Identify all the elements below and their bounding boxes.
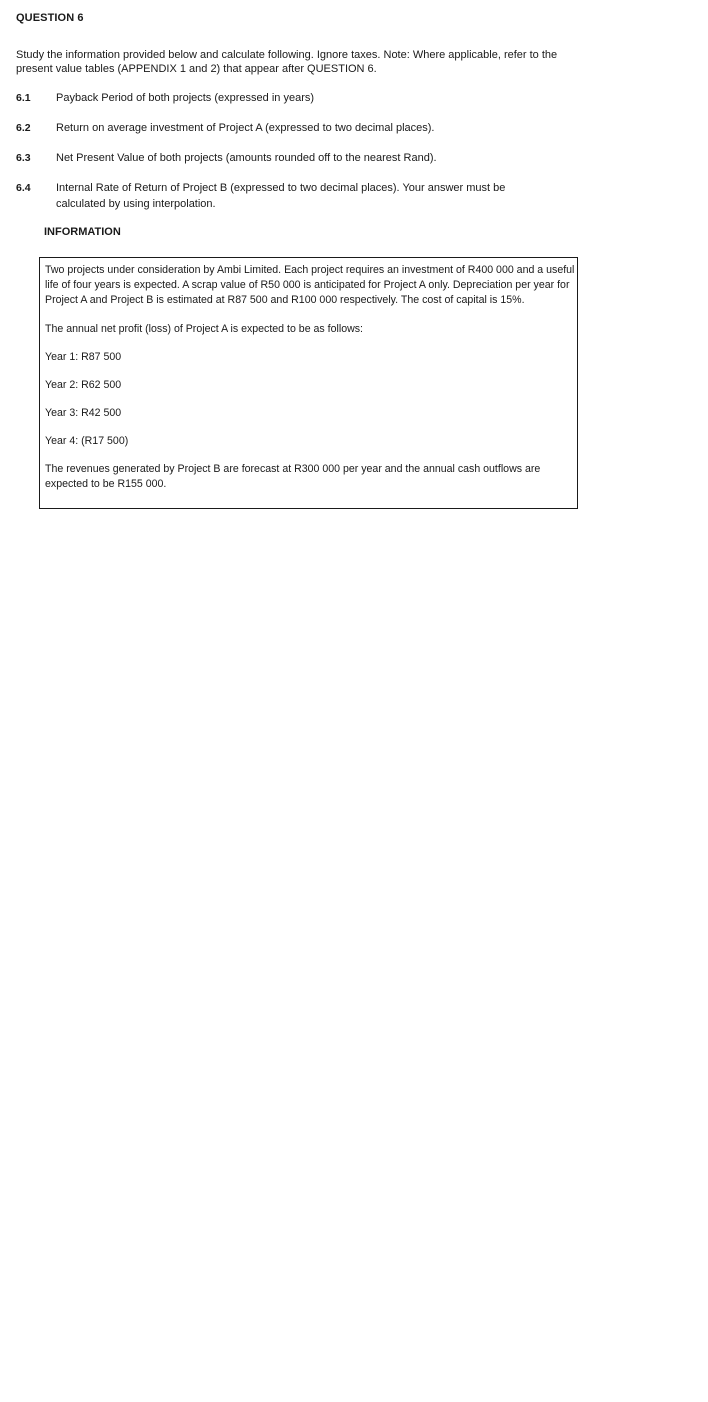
info-year-1: Year 1: R87 500 xyxy=(45,351,122,363)
item-text: Payback Period of both projects (expressed in years) xyxy=(56,92,315,104)
item-number: 6.2 xyxy=(16,122,31,134)
info-year-4: Year 4: (R17 500) xyxy=(45,435,129,447)
item-number: 6.1 xyxy=(16,92,31,104)
question-title: QUESTION 6 xyxy=(16,12,84,24)
info-paragraph-project-b: The revenues generated by Project B are forecast at R300 000 per year and the annual cash outflows are expected to be R155 000. xyxy=(45,463,541,490)
item-number: 6.4 xyxy=(16,182,31,194)
item-number: 6.3 xyxy=(16,152,31,164)
information-box xyxy=(39,257,578,509)
item-text: Net Present Value of both projects (amounts rounded off to the nearest Rand). xyxy=(56,152,437,164)
info-year-3: Year 3: R42 500 xyxy=(45,407,122,419)
item-text: Internal Rate of Return of Project B (expressed to two decimal places). Your answer must be calculated by using interpolation. xyxy=(56,182,506,210)
question-intro: Study the information provided below and calculate following. Ignore taxes. Note: Where applicable, refer to the present value tables (APPENDIX 1 and 2) that appear after QUESTION 6. xyxy=(16,49,558,75)
info-paragraph-net-profit-intro: The annual net profit (loss) of Project A is expected to be as follows: xyxy=(45,323,363,335)
item-text: Return on average investment of Project A (expressed to two decimal places). xyxy=(56,122,435,134)
information-heading: INFORMATION xyxy=(44,226,121,238)
info-year-2: Year 2: R62 500 xyxy=(45,379,122,391)
info-paragraph-projects: Two projects under consideration by Ambi Limited. Each project requires an investment of R400 000 and a useful life of four years is expected. A scrap value of R50 000 is anticipated for Project A only. Depreciation per year for Project A and Project B is estimated at R87 500 and R100 000 respectively. The cost of capital is 15%. xyxy=(45,264,575,306)
